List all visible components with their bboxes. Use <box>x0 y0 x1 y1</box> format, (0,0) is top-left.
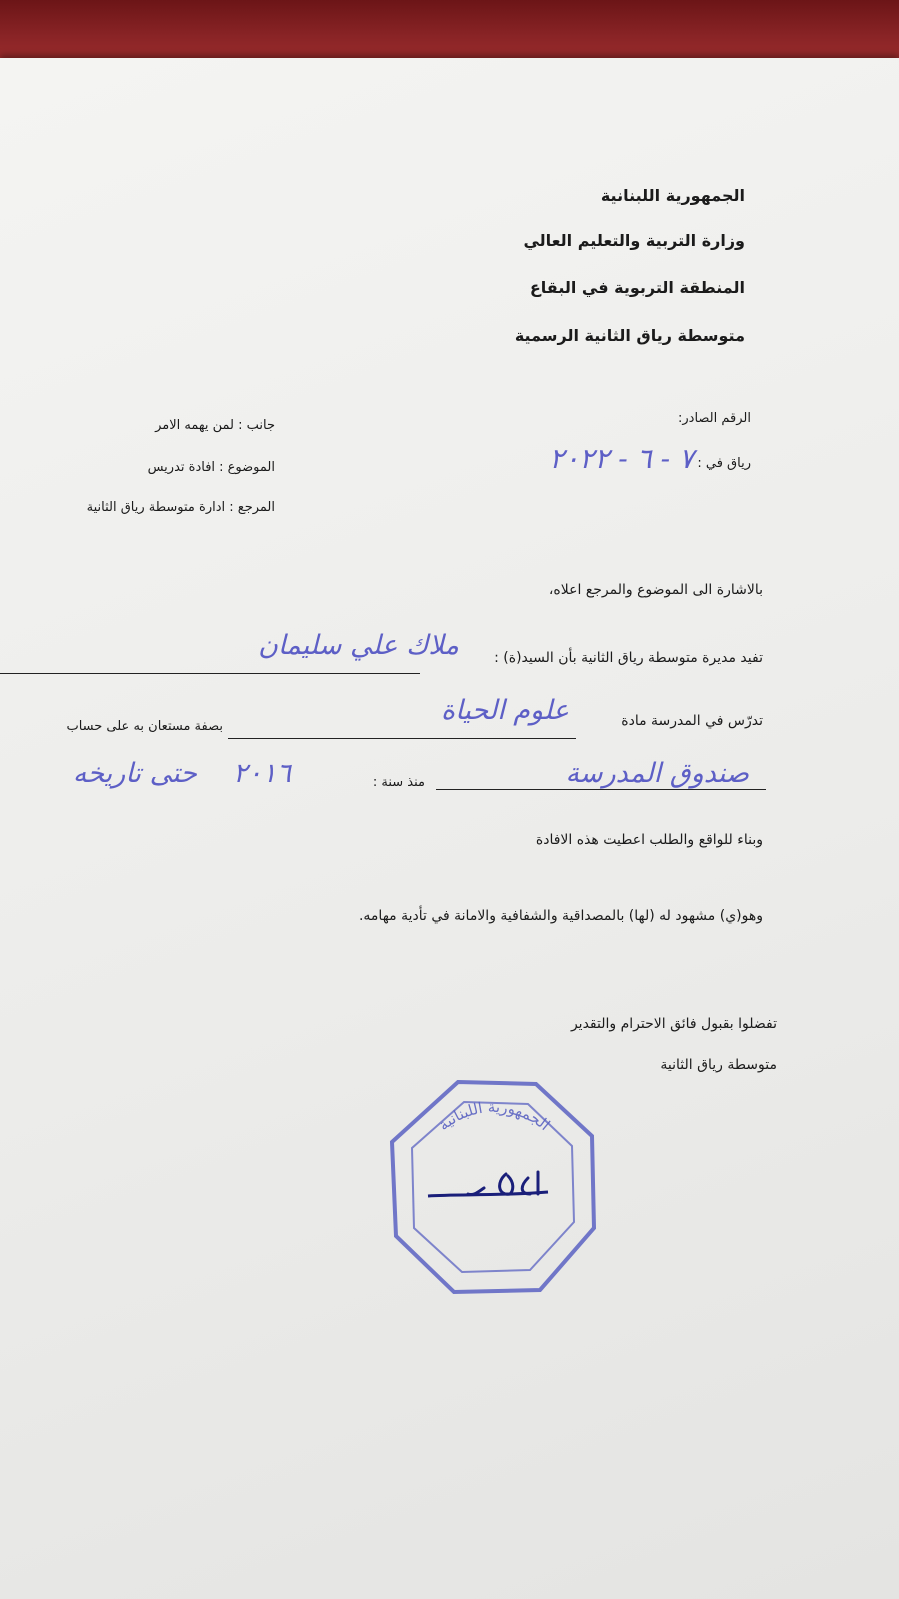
signer-line: متوسطة رياق الثانية <box>660 1057 777 1073</box>
since-year-handwritten: ٢٠١٦ <box>232 758 291 789</box>
date-label: رياق في : <box>697 456 751 471</box>
closing-line-2: وهو(ي) مشهود له (لها) بالمصداقية والشفافية والامانة في تأدية مهامه. <box>358 908 763 924</box>
opening-line: بالاشارة الى الموضوع والمرجع اعلاه، <box>548 582 763 598</box>
svg-text:الجمهورية اللبنانية <box>435 1098 554 1134</box>
signature <box>468 1172 538 1195</box>
reference-line: المرجع : ادارة متوسطة رياق الثانية <box>86 500 275 515</box>
ref-number-label: الرقم الصادر: <box>678 411 751 426</box>
subject-line: الموضوع : افادة تدريس <box>147 460 275 475</box>
regards-line: تفضلوا بقبول فائق الاحترام والتقدير <box>570 1016 777 1032</box>
teaches-line: تدرّس في المدرسة مادة <box>621 713 763 729</box>
date-handwritten: ٧ - ٦ - ٢٠٢٢ <box>549 442 694 475</box>
subject-underline <box>228 738 576 739</box>
name-underline <box>0 673 420 674</box>
subject-handwritten: علوم الحياة <box>441 695 569 726</box>
header-school: متوسطة رياق الثانية الرسمية <box>514 326 745 345</box>
document-page <box>0 58 899 1599</box>
fund-handwritten: صندوق المدرسة <box>565 758 749 789</box>
header-country: الجمهورية اللبنانية <box>600 186 745 205</box>
capacity-text: بصفة مستعان به على حساب <box>66 719 223 734</box>
fund-underline <box>436 789 766 790</box>
closing-line-1: وبناء للواقع والطلب اعطيت هذه الافادة <box>535 832 763 848</box>
official-stamp <box>388 1078 600 1296</box>
background-surface <box>0 0 899 62</box>
until-handwritten: حتى تاريخه <box>72 758 197 789</box>
teacher-name-handwritten: ملاك علي سليمان <box>258 630 459 661</box>
header-region: المنطقة التربوية في البقاع <box>529 278 745 297</box>
header-ministry: وزارة التربية والتعليم العالي <box>523 231 745 250</box>
certify-line: تفيد مديرة متوسطة رياق الثانية بأن السيد(ة) : <box>494 650 763 666</box>
to-line: جانب : لمن يهمه الامر <box>155 418 275 433</box>
since-label: منذ سنة : <box>372 775 425 790</box>
stamp-text: الجمهورية اللبنانية <box>434 1097 554 1135</box>
